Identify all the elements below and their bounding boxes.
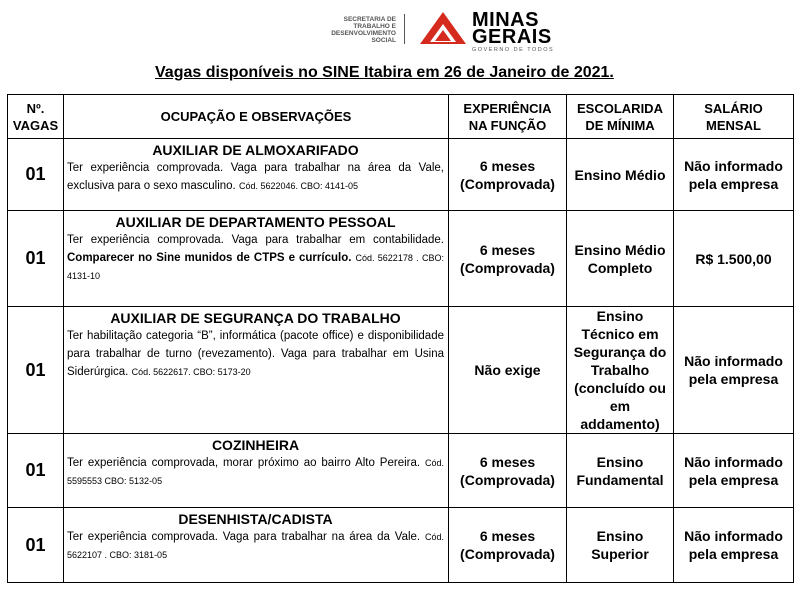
cell-line: Técnico em <box>581 326 659 342</box>
vacancy-count: 01 <box>8 211 64 307</box>
table-row <box>8 508 794 583</box>
experience-cell <box>449 211 567 307</box>
occupation-cell <box>64 307 449 434</box>
cell-line: (Comprovada) <box>460 175 555 192</box>
header-line: Nº. <box>26 100 45 116</box>
col-header-occupation <box>64 95 449 139</box>
header-line: MENSAL <box>706 117 761 133</box>
job-requirements: Ter experiência comprovada. Vaga para trabalhar em contabilidade. <box>67 234 444 246</box>
job-description <box>67 159 444 195</box>
salary-cell <box>674 211 794 307</box>
cell-line: (Comprovada) <box>460 471 555 488</box>
job-title: COZINHEIRA <box>211 437 300 453</box>
cell-line: Superior <box>591 546 649 562</box>
cell-line: Completo <box>587 259 653 276</box>
occupation-cell <box>64 434 449 508</box>
job-title: AUXILIAR DE DEPARTAMENTO PESSOAL <box>115 214 396 230</box>
cell-line: 6 meses <box>479 528 536 544</box>
cell-line: addamento) <box>580 416 660 432</box>
header-line: EXPERIÊNCIA <box>463 100 552 116</box>
header-line: OCUPAÇÃO E OBSERVAÇÕES <box>160 109 352 124</box>
cell-line: 6 meses <box>479 453 536 470</box>
header-line: ESCOLARIDA <box>577 100 663 116</box>
job-code: Cód. 5595553 CBO: 5132-05 <box>67 458 444 486</box>
cell-line: Não informado <box>684 453 783 470</box>
brand-name <box>472 9 552 48</box>
job-code: Cód. 5622046. CBO: 4141-05 <box>238 181 359 191</box>
cell-line: (Comprovada) <box>460 259 555 276</box>
cell-line: Não informado <box>684 353 783 369</box>
education-cell <box>567 139 674 211</box>
job-requirements: Ter experiência comprovada. Vaga para trabalhar na área da Vale. <box>67 531 421 543</box>
job-code: Cód. 5622617. CBO: 5173-20 <box>131 367 251 377</box>
cell-line: pela empresa <box>688 371 779 387</box>
job-description <box>67 528 444 564</box>
job-requirements: Ter habilitação categoria “B”, informática (pacote office) e disponibilidade para trabalhar de turno (revezamento). Vaga para trabalhar em Usina Siderúrgica. <box>67 330 444 378</box>
minas-gerais-logo-icon <box>418 10 468 46</box>
vacancy-count: 01 <box>8 307 64 434</box>
job-requirements: Ter experiência comprovada. Vaga para trabalhar na área da Vale, exclusiva para o sexo masculino. <box>67 162 444 192</box>
cell-line: (Comprovada) <box>460 546 555 562</box>
cell-line: 6 meses <box>479 241 536 258</box>
header-divider <box>404 14 405 44</box>
header-line: SALÁRIO <box>704 100 763 116</box>
secretaria-line: SECRETARIA DE <box>343 16 396 23</box>
cell-line: R$ 1.500,00 <box>695 250 772 267</box>
experience-cell <box>449 508 567 583</box>
occupation-cell <box>64 211 449 307</box>
col-header-education <box>567 95 674 139</box>
cell-line: (concluído ou <box>574 380 666 396</box>
secretaria-line: SOCIAL <box>371 37 396 44</box>
occupation-cell <box>64 508 449 583</box>
table-row <box>8 434 794 508</box>
vacancy-count: 01 <box>8 139 64 211</box>
cell-line: pela empresa <box>688 546 779 562</box>
table-row <box>8 211 794 307</box>
cell-line: Segurança do <box>573 344 667 360</box>
job-requirements: Ter experiência comprovada, morar próximo ao bairro Alto Pereira. <box>67 457 421 469</box>
job-title: DESENHISTA/CADISTA <box>178 511 333 527</box>
salary-cell <box>674 307 794 434</box>
jobs-table <box>7 94 794 583</box>
salary-cell <box>674 139 794 211</box>
cell-line: Ensino Médio <box>574 166 666 183</box>
cell-line: Trabalho <box>590 362 650 378</box>
cell-line: Não informado <box>684 528 783 544</box>
page-title: Vagas disponíveis no SINE Itabira em 26 de Janeiro de 2021. <box>155 64 614 81</box>
job-code: Cód. 5622107 . CBO: 3181-05 <box>67 532 444 560</box>
experience-cell <box>449 307 567 434</box>
cell-line: 6 meses <box>479 157 536 174</box>
cell-line: Ensino <box>596 308 644 324</box>
education-cell <box>567 508 674 583</box>
education-cell <box>567 307 674 434</box>
salary-cell <box>674 508 794 583</box>
cell-line: Ensino <box>596 453 644 470</box>
page-header <box>0 0 800 60</box>
col-header-experience <box>449 95 567 139</box>
secretaria-label <box>296 16 396 44</box>
col-header-salary <box>674 95 794 139</box>
cell-line: em <box>609 398 631 414</box>
col-header-qty <box>8 95 64 139</box>
cell-line: Ensino Médio <box>574 241 666 258</box>
job-title: AUXILIAR DE SEGURANÇA DO TRABALHO <box>110 310 401 326</box>
header-line: NA FUNÇÃO <box>468 117 547 133</box>
header-line: VAGAS <box>12 117 59 133</box>
occupation-cell <box>64 139 449 211</box>
salary-cell <box>674 434 794 508</box>
secretaria-line: DESENVOLVIMENTO <box>331 30 396 37</box>
brand-line: GERAIS <box>472 26 552 48</box>
cell-line: pela empresa <box>688 471 779 488</box>
job-code: Cód. 5622178 . CBO: 4131-10 <box>67 253 444 281</box>
header-line: DE MÍNIMA <box>585 117 655 133</box>
cell-line: Não informado <box>684 157 783 174</box>
education-cell <box>567 434 674 508</box>
job-notice: Comparecer no Sine munidos de CTPS e currículo. <box>67 252 352 264</box>
job-title: AUXILIAR DE ALMOXARIFADO <box>152 142 359 158</box>
vacancy-count: 01 <box>8 508 64 583</box>
cell-line: Ensino <box>596 528 644 544</box>
brand-line: MINAS <box>472 9 539 31</box>
education-cell <box>567 211 674 307</box>
table-row <box>8 307 794 434</box>
vacancy-count: 01 <box>8 434 64 508</box>
job-description <box>67 327 444 381</box>
experience-cell <box>449 139 567 211</box>
cell-line: Fundamental <box>576 471 664 488</box>
table-header-row <box>8 95 794 139</box>
job-description <box>67 454 444 490</box>
table-row <box>8 139 794 211</box>
job-description <box>67 231 444 285</box>
cell-line: pela empresa <box>688 175 779 192</box>
experience-cell <box>449 434 567 508</box>
brand-subtitle: GOVERNO DE TODOS <box>472 47 555 53</box>
cell-line: Não exige <box>474 362 541 378</box>
secretaria-line: TRABALHO E <box>353 23 396 30</box>
